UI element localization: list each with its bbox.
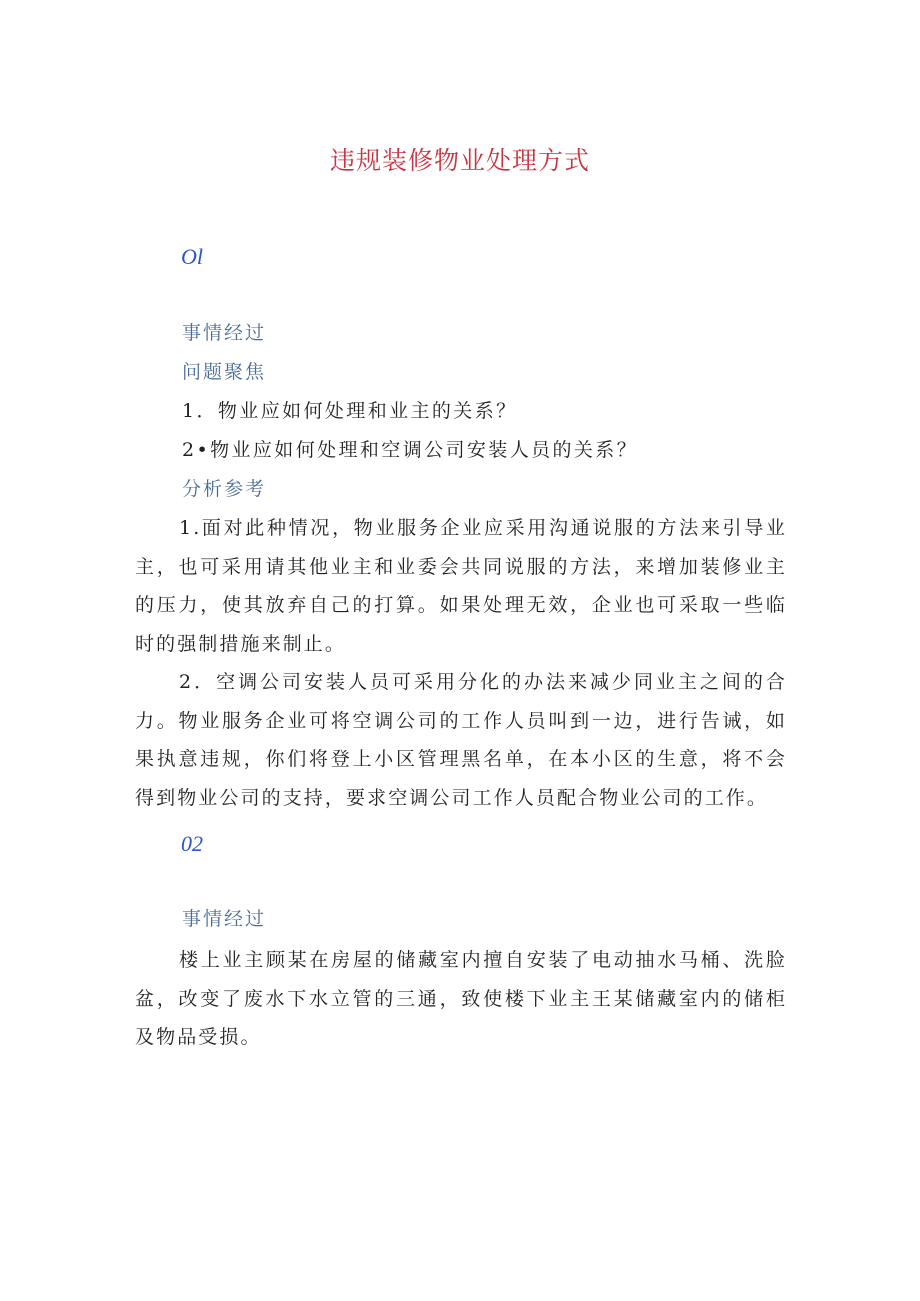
section-number-1: Ol — [181, 244, 203, 269]
heading-events-1: 事情经过 — [182, 322, 267, 344]
events-paragraph-2: 楼上业主顾某在房屋的储藏室内擅自安装了电动抽水马桶、洗脸盆，改变了废水下水立管的三通，致使楼下业主王某储藏室内的储柜及物品受损。 — [135, 949, 787, 1048]
question-2: 2•物业应如何处理和空调公司安装人员的关系？ — [182, 439, 639, 461]
heading-analysis: 分析参考 — [182, 478, 267, 500]
question-1: 1．物业应如何处理和业主的关系？ — [182, 400, 518, 422]
analysis-paragraph-2: 2．空调公司安装人员可采用分化的办法来减少同业主之间的合力。物业服务企业可将空调公司的工作人员叫到一边，进行告诫，如果执意违规，你们将登上小区管理黑名单，在本小区的生意，将不会得到物业公司的支持，要求空调公司工作人员配合物业公司的工作。 — [135, 671, 787, 809]
heading-questions: 问题聚焦 — [182, 361, 267, 383]
section-number-2: 02 — [181, 831, 203, 856]
analysis-paragraph-1: 1.面对此种情况，物业服务企业应采用沟通说服的方法来引导业主，也可采用请其他业主和业委会共同说服的方法，来增加装修业主的压力，使其放弃自己的打算。如果处理无效，企业也可采取一些临时的强制措施来制止。 — [135, 517, 787, 655]
heading-events-2: 事情经过 — [182, 908, 267, 930]
document-title: 违规装修物业处理方式 — [329, 146, 590, 175]
